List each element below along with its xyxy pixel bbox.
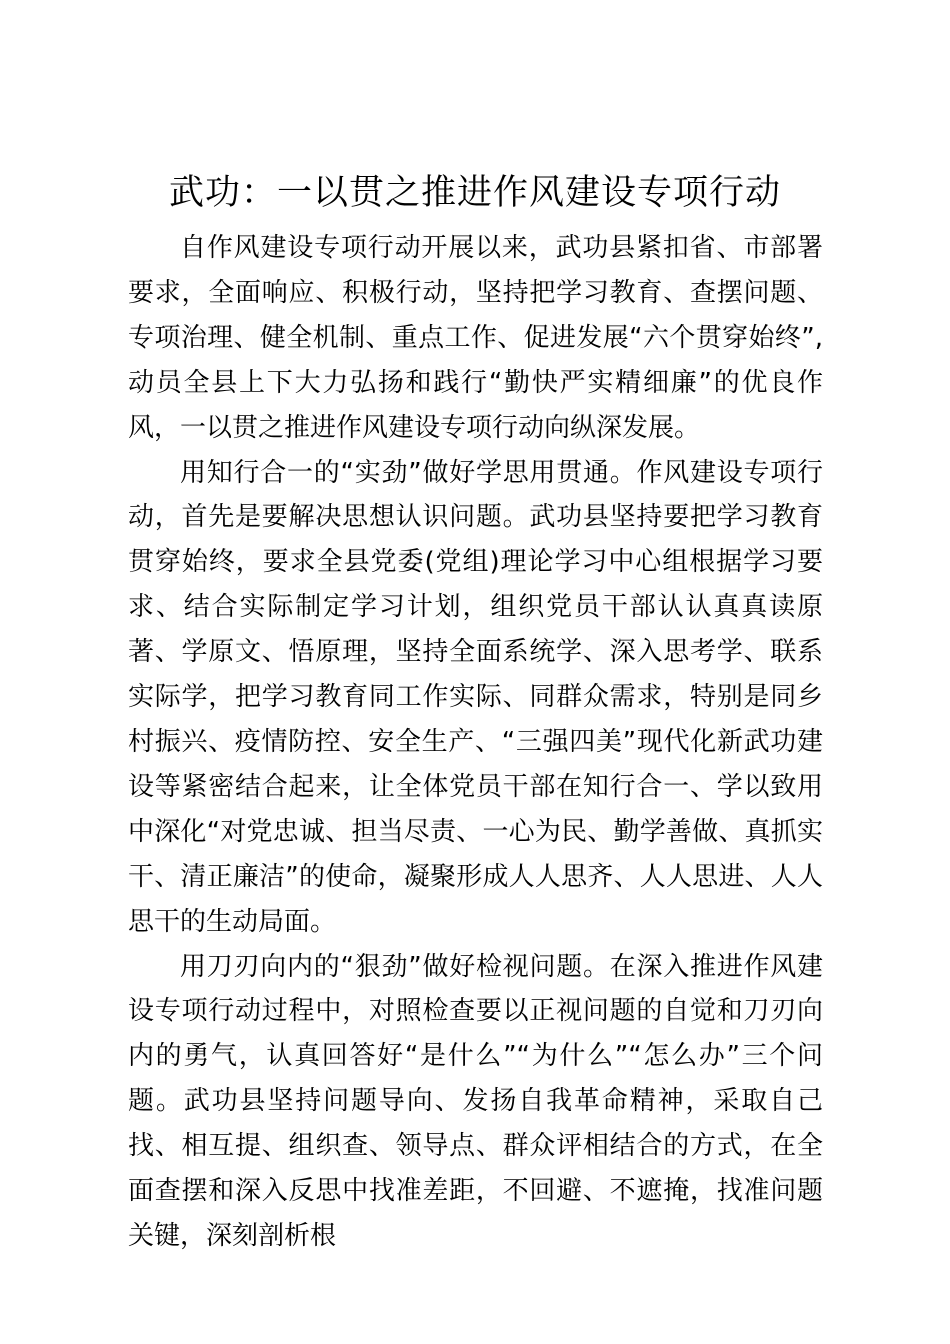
- article-body: [128, 226, 823, 1259]
- paragraph-intro: 自作风建设专项行动开展以来，武功县紧扣省、市部署要求，全面响应、积极行动，坚持把学习教育、查摆问题、专项治理、健全机制、重点工作、促进发展“六个贯穿始终”,动员全县上下大力弘扬和践行“勤快严实精细廉”的优良作风，一以贯之推进作风建设专项行动向纵深发展。: [128, 233, 823, 443]
- paragraph-study: 用知行合一的“实劲”做好学思用贯通。作风建设专项行动，首先是要解决思想认识问题。武功县坚持要把学习教育贯穿始终，要求全县党委(党组)理论学习中心组根据学习要求、结合实际制定学习计划，组织党员干部认认真真读原著、学原文、悟原理，坚持全面系统学、深入思考学、联系实际学，把学习教育同工作实际、同群众需求，特别是同乡村振兴、疫情防控、安全生产、“三强四美”现代化新武功建设等紧密结合起来，让全体党员干部在知行合一、学以致用中深化“对党忠诚、担当尽责、一心为民、勤学善做、真抓实干、清正廉洁”的使命，凝聚形成人人思齐、人人思进、人人思干的生动局面。: [128, 457, 823, 937]
- article-title: 武功：一以贯之推进作风建设专项行动: [168, 173, 781, 213]
- paragraph-problems: 用刀刃向内的“狠劲”做好检视问题。在深入推进作风建设专项行动过程中，对照检查要以正视问题的自觉和刀刃向内的勇气，认真回答好“是什么”“为什么”“怎么办”三个问题。武功县坚持问题导向、发扬自我革命精神，采取自己找、相互提、组织查、领导点、群众评相结合的方式，在全面查摆和深入反思中找准差距，不回避、不遮掩，找准问题关键，深刻剖析根: [128, 951, 823, 1251]
